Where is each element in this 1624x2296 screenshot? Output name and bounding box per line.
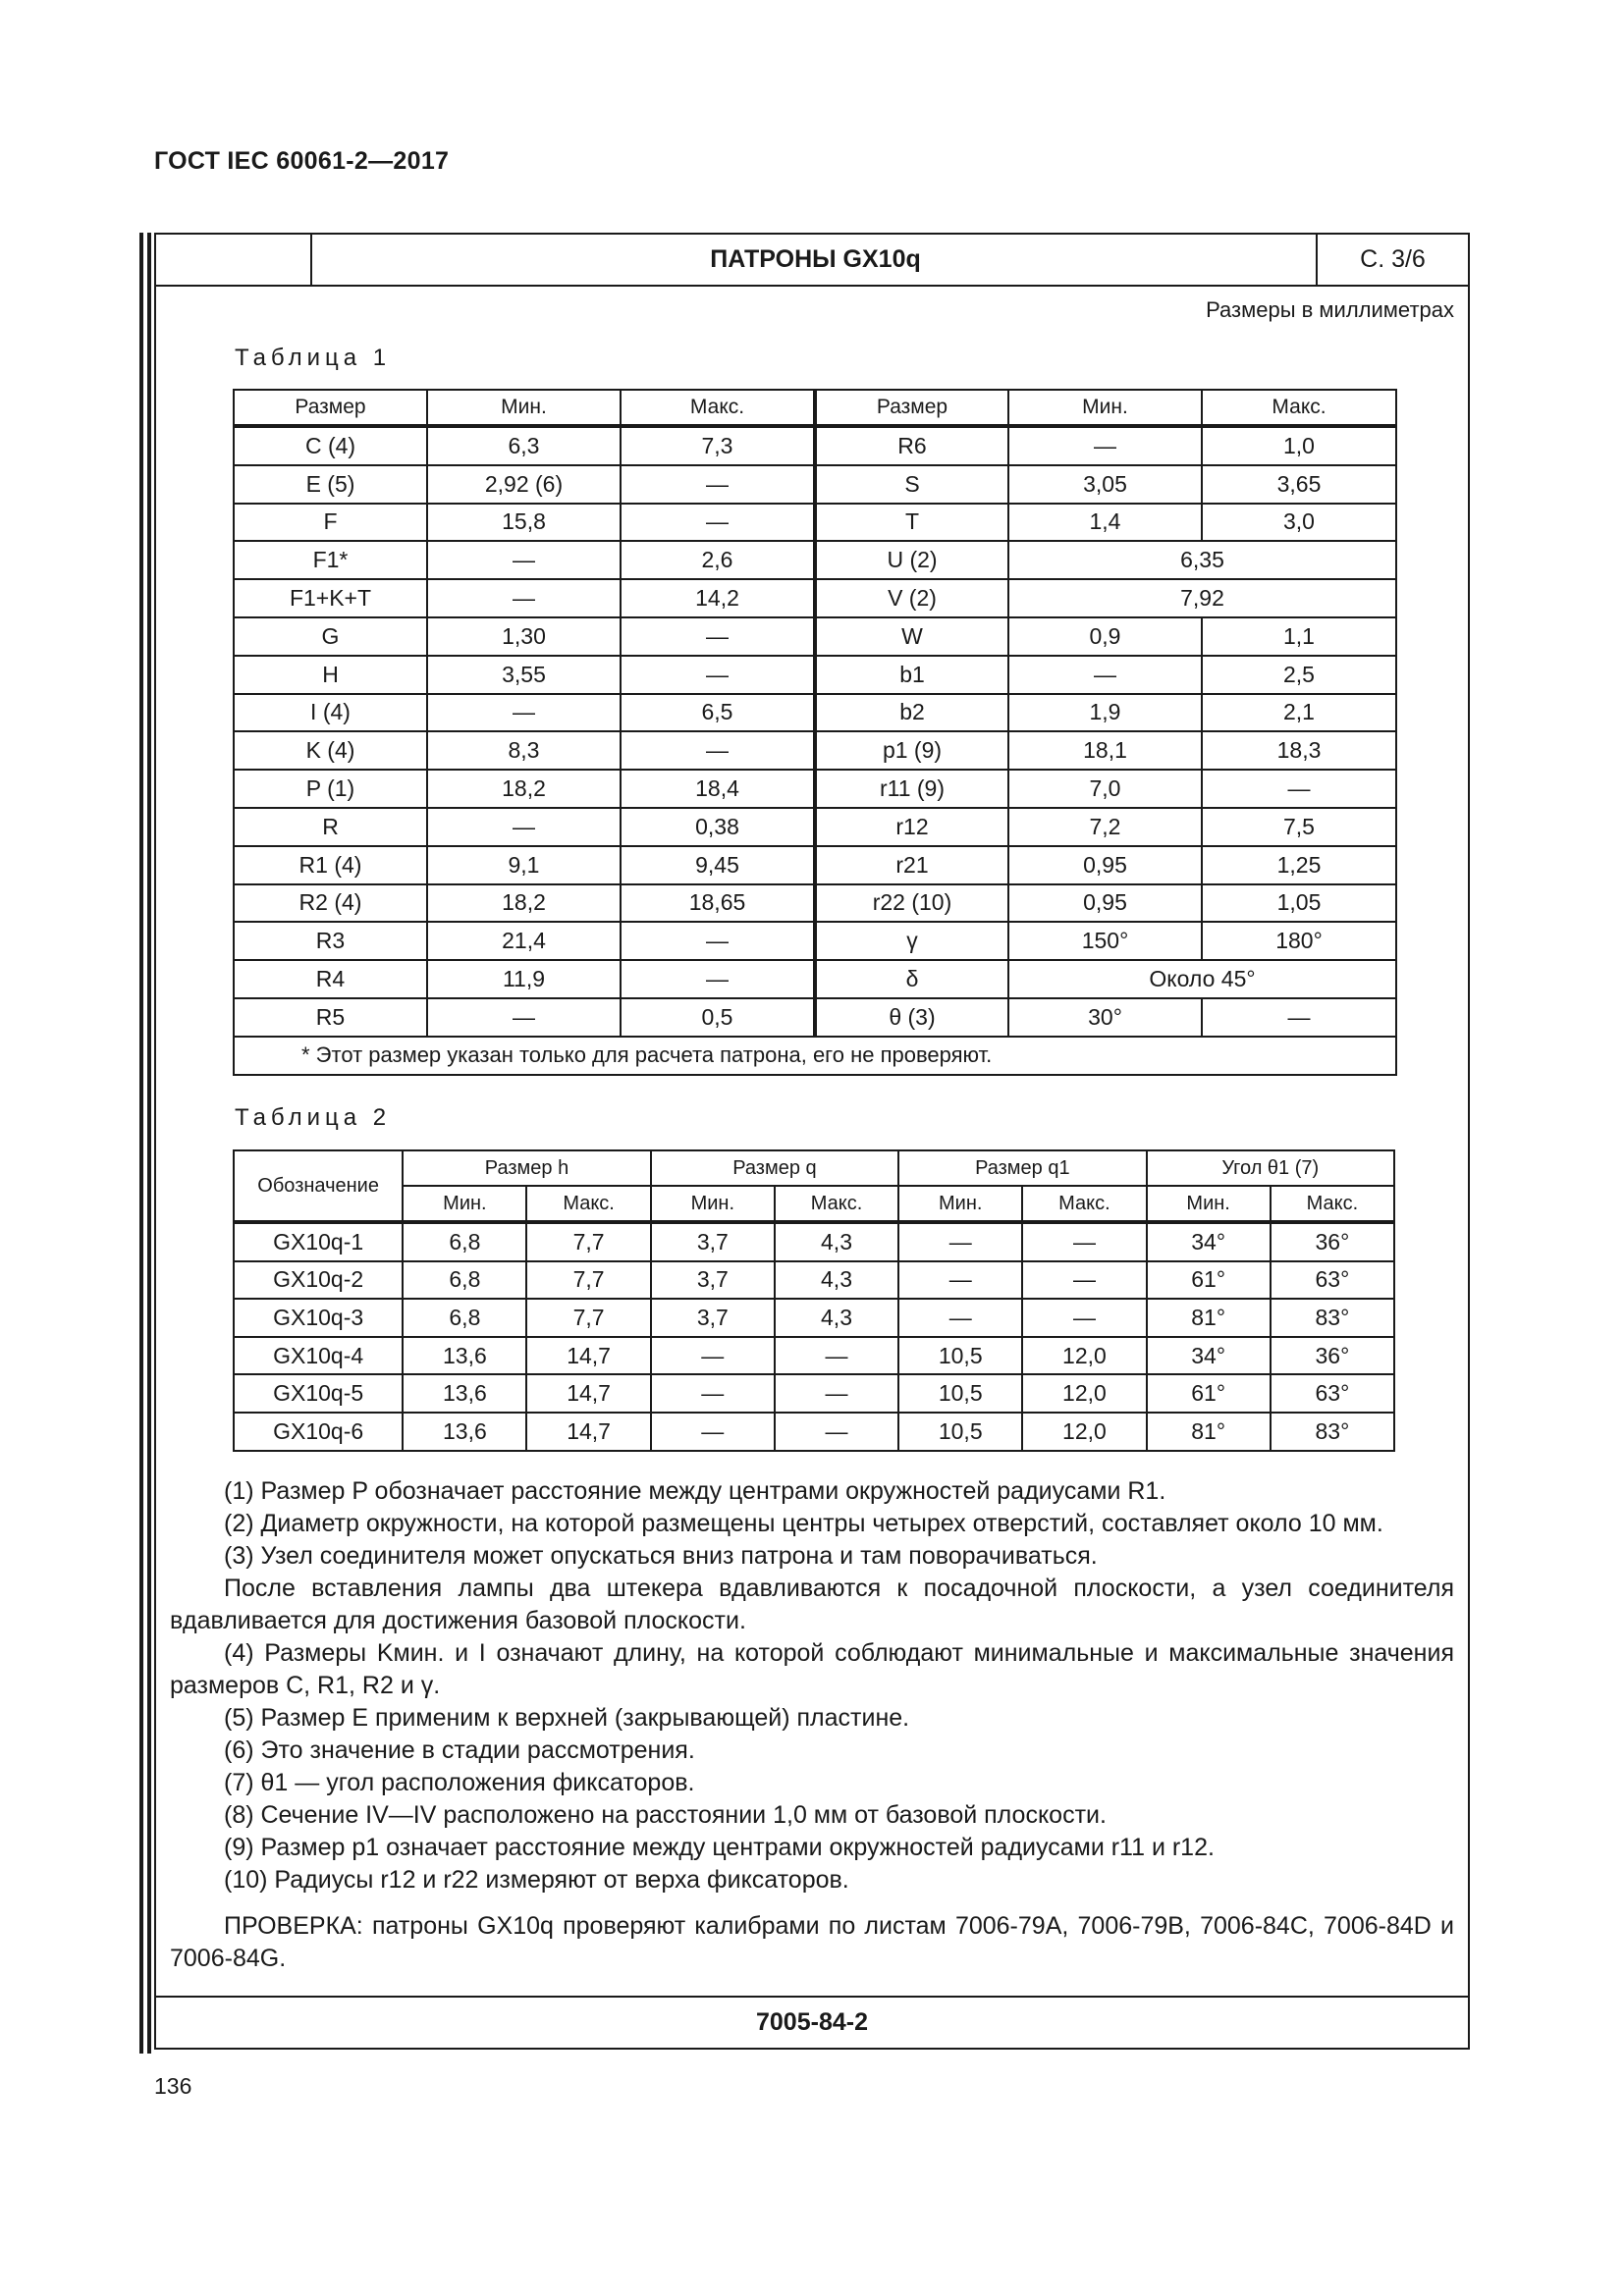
table2-row (234, 1222, 1394, 1261)
table1-row (234, 694, 1396, 732)
table-cell: V (2) (815, 579, 1008, 617)
table-cell: 6,8 (403, 1222, 526, 1261)
note-paragraph: (1) Размер P обозначает расстояние между центрами окружностей радиусами R1. (224, 1477, 1166, 1505)
table-cell: — (621, 465, 815, 504)
table2-subheader: Мин. (898, 1186, 1022, 1222)
table-cell: — (775, 1413, 898, 1451)
table-cell: 7,92 (1008, 579, 1396, 617)
table-cell: 18,65 (621, 884, 815, 923)
table-cell: R4 (234, 960, 427, 998)
table1-row (234, 656, 1396, 694)
table1-row (234, 808, 1396, 846)
table2-subheader: Макс. (1022, 1186, 1146, 1222)
table-cell: 3,7 (651, 1222, 775, 1261)
table-cell: 14,7 (526, 1413, 650, 1451)
table-cell: 4,3 (775, 1261, 898, 1300)
table-cell: 0,9 (1008, 617, 1202, 656)
note-paragraph: (7) θ1 — угол расположения фиксаторов. (224, 1769, 695, 1796)
table-cell: 13,6 (403, 1413, 526, 1451)
note-paragraph: (3) Узел соединителя может опускаться вниз патрона и там поворачиваться. (224, 1542, 1098, 1570)
table2-row (234, 1374, 1394, 1413)
table-cell: r21 (815, 846, 1008, 884)
table-cell: r12 (815, 808, 1008, 846)
table-cell: — (651, 1337, 775, 1375)
table-cell: F1* (234, 541, 427, 579)
table-cell: — (1202, 770, 1396, 808)
table-cell: 83° (1271, 1299, 1394, 1337)
table-cell: 63° (1271, 1261, 1394, 1300)
sheet-frame (154, 233, 1470, 2050)
table-cell: 10,5 (898, 1337, 1022, 1375)
table2-subheader: Макс. (775, 1186, 898, 1222)
table-cell: 63° (1271, 1374, 1394, 1413)
table-cell: 2,5 (1202, 656, 1396, 694)
table1-footnote-row (234, 1037, 1396, 1075)
table-cell: 7,5 (1202, 808, 1396, 846)
table-cell: b2 (815, 694, 1008, 732)
table-cell: 9,45 (621, 846, 815, 884)
table-cell: P (1) (234, 770, 427, 808)
table-cell: 3,7 (651, 1299, 775, 1337)
table-cell: 6,8 (403, 1299, 526, 1337)
table-cell: C (4) (234, 426, 427, 465)
table-cell: 3,55 (427, 656, 621, 694)
table1-row (234, 770, 1396, 808)
table-cell: — (898, 1222, 1022, 1261)
table-cell: E (5) (234, 465, 427, 504)
table-cell: GX10q-2 (234, 1261, 403, 1300)
table-cell: 1,0 (1202, 426, 1396, 465)
table-cell: 34° (1147, 1337, 1271, 1375)
table-cell: 3,0 (1202, 504, 1396, 542)
table1-header-cell: Мин. (1008, 390, 1202, 426)
note-paragraph: (10) Радиусы r12 и r22 измеряют от верха фиксаторов. (224, 1866, 849, 1894)
table-cell: 150° (1008, 922, 1202, 960)
table1-footnote: * Этот размер указан только для расчета патрона, его не проверяют. (234, 1037, 1396, 1075)
table2-group-header: Угол θ1 (7) (1147, 1150, 1394, 1186)
table2-designation-header: Обозначение (234, 1150, 403, 1222)
table-cell: — (1022, 1299, 1146, 1337)
table-cell: S (815, 465, 1008, 504)
table-cell: — (1008, 426, 1202, 465)
table-cell: 14,2 (621, 579, 815, 617)
sheet-title: ПАТРОНЫ GX10q (710, 245, 921, 273)
table-cell: 7,0 (1008, 770, 1202, 808)
table-cell: 7,3 (621, 426, 815, 465)
table-cell: 6,8 (403, 1261, 526, 1300)
table-cell: — (427, 694, 621, 732)
table-cell: 18,3 (1202, 731, 1396, 770)
table-cell: 4,3 (775, 1299, 898, 1337)
table-cell: F1+K+T (234, 579, 427, 617)
table-cell: 81° (1147, 1299, 1271, 1337)
note-paragraph: (4) Размеры Kмин. и I означают длину, на которой соблюдают минимальные и максимальные значения размеров C, R1, R2 и γ. (170, 1639, 1454, 1699)
table-cell: GX10q-5 (234, 1374, 403, 1413)
table-cell: 2,1 (1202, 694, 1396, 732)
table1-header-cell: Макс. (621, 390, 815, 426)
table-cell: 30° (1008, 998, 1202, 1037)
binding-line-inner (147, 233, 151, 2054)
table-cell: 6,3 (427, 426, 621, 465)
table2-subheader: Мин. (1147, 1186, 1271, 1222)
table2-subheader: Мин. (403, 1186, 526, 1222)
table2-subheader: Мин. (651, 1186, 775, 1222)
table1-row (234, 617, 1396, 656)
table1-header-cell: Мин. (427, 390, 621, 426)
note-paragraph: (8) Сечение IV—IV расположено на расстоянии 1,0 мм от базовой плоскости. (224, 1801, 1107, 1829)
table1-row (234, 504, 1396, 542)
table1-row (234, 846, 1396, 884)
units-note: Размеры в миллиметрах (1206, 297, 1454, 322)
table-cell: 18,2 (427, 770, 621, 808)
table-cell: 13,6 (403, 1337, 526, 1375)
table-cell: 0,5 (621, 998, 815, 1037)
note-paragraph: (9) Размер p1 означает расстояние между центрами окружностей радиусами r11 и r12. (224, 1834, 1215, 1861)
table-cell: 18,1 (1008, 731, 1202, 770)
notes-section (170, 1475, 1454, 1975)
table-cell: 8,3 (427, 731, 621, 770)
table-cell: 10,5 (898, 1413, 1022, 1451)
table1-row (234, 426, 1396, 465)
table-cell: 83° (1271, 1413, 1394, 1451)
table-cell: — (621, 960, 815, 998)
table-cell: — (427, 808, 621, 846)
table-cell: R5 (234, 998, 427, 1037)
title-block-empty-cell (156, 235, 312, 285)
table2-group-header-row (234, 1150, 1394, 1186)
table-cell: 0,95 (1008, 884, 1202, 923)
table-cell: 0,38 (621, 808, 815, 846)
table2-row (234, 1413, 1394, 1451)
table-cell: U (2) (815, 541, 1008, 579)
table2 (233, 1149, 1395, 1452)
table-cell: — (775, 1374, 898, 1413)
table-cell: 6,35 (1008, 541, 1396, 579)
table-cell: 11,9 (427, 960, 621, 998)
table1-row (234, 922, 1396, 960)
table-cell: r11 (9) (815, 770, 1008, 808)
table2-group-header: Размер q1 (898, 1150, 1146, 1186)
table-cell: — (427, 579, 621, 617)
table-cell: 12,0 (1022, 1337, 1146, 1375)
table1 (233, 389, 1397, 1076)
table-cell: θ (3) (815, 998, 1008, 1037)
table-cell: 13,6 (403, 1374, 526, 1413)
table-cell: γ (815, 922, 1008, 960)
table1-header-cell: Макс. (1202, 390, 1396, 426)
table-cell: — (1202, 998, 1396, 1037)
table-cell: R3 (234, 922, 427, 960)
table-cell: 4,3 (775, 1222, 898, 1261)
table-cell: — (621, 617, 815, 656)
table-cell: — (427, 541, 621, 579)
table-cell: 12,0 (1022, 1413, 1146, 1451)
document-header: ГОСТ IEC 60061-2—2017 (154, 147, 450, 175)
table-cell: — (898, 1261, 1022, 1300)
table-cell: — (621, 922, 815, 960)
sheet-title-block (156, 235, 1468, 287)
table-cell: 10,5 (898, 1374, 1022, 1413)
table-cell: 34° (1147, 1222, 1271, 1261)
table-cell: 2,92 (6) (427, 465, 621, 504)
table1-row (234, 960, 1396, 998)
table-cell: R6 (815, 426, 1008, 465)
table2-subheader-row (234, 1186, 1394, 1222)
table-cell: G (234, 617, 427, 656)
table-cell: 14,7 (526, 1374, 650, 1413)
table2-row (234, 1337, 1394, 1375)
table-cell: 7,7 (526, 1261, 650, 1300)
table-cell: 15,8 (427, 504, 621, 542)
table-cell: — (1008, 656, 1202, 694)
sheet-page-ref: С. 3/6 (1316, 235, 1468, 285)
table-cell: — (621, 656, 815, 694)
table-cell: — (1022, 1261, 1146, 1300)
table-cell: δ (815, 960, 1008, 998)
note-paragraph: (2) Диаметр окружности, на которой размещены центры четырех отверстий, составляет около 10 мм. (224, 1510, 1383, 1537)
table-cell: 61° (1147, 1374, 1271, 1413)
table-cell: H (234, 656, 427, 694)
table2-group-header: Размер q (651, 1150, 898, 1186)
table-cell: 81° (1147, 1413, 1271, 1451)
table-cell: — (898, 1299, 1022, 1337)
table-cell: K (4) (234, 731, 427, 770)
table-cell: — (621, 731, 815, 770)
table-cell: 7,7 (526, 1299, 650, 1337)
table-cell: 9,1 (427, 846, 621, 884)
table2-group-header: Размер h (403, 1150, 650, 1186)
table1-row (234, 541, 1396, 579)
table-cell: 14,7 (526, 1337, 650, 1375)
table1-header-cell: Размер (815, 390, 1008, 426)
table-cell: 3,7 (651, 1261, 775, 1300)
table-cell: 2,6 (621, 541, 815, 579)
table1-caption: Таблица 1 (235, 345, 392, 371)
table1-header-row (234, 390, 1396, 426)
table-cell: b1 (815, 656, 1008, 694)
table1-header-cell: Размер (234, 390, 427, 426)
table-cell: GX10q-1 (234, 1222, 403, 1261)
note-paragraph: После вставления лампы два штекера вдавливаются к посадочной плоскости, а узел соединителя вдавливается для достижения базовой плоскости. (170, 1575, 1454, 1634)
table-cell: 1,25 (1202, 846, 1396, 884)
table1-row (234, 884, 1396, 923)
table-cell: GX10q-3 (234, 1299, 403, 1337)
note-paragraph: (5) Размер E применим к верхней (закрывающей) пластине. (224, 1704, 910, 1732)
table-cell: — (427, 998, 621, 1037)
sheet-footer-code: 7005-84-2 (156, 1996, 1468, 2048)
table-cell: GX10q-4 (234, 1337, 403, 1375)
table-cell: R2 (4) (234, 884, 427, 923)
binding-line-outer (139, 233, 143, 2054)
table2-row (234, 1261, 1394, 1300)
table1-row (234, 579, 1396, 617)
table-cell: R1 (4) (234, 846, 427, 884)
table2-row (234, 1299, 1394, 1337)
table-cell: — (1022, 1222, 1146, 1261)
table-cell: 21,4 (427, 922, 621, 960)
table1-row (234, 731, 1396, 770)
table-cell: r22 (10) (815, 884, 1008, 923)
table-cell: R (234, 808, 427, 846)
table-cell: 36° (1271, 1337, 1394, 1375)
table2-caption: Таблица 2 (235, 1104, 392, 1131)
table-cell: 3,05 (1008, 465, 1202, 504)
table-cell: p1 (9) (815, 731, 1008, 770)
table-cell: 12,0 (1022, 1374, 1146, 1413)
table-cell: 18,4 (621, 770, 815, 808)
table-cell: 7,7 (526, 1222, 650, 1261)
table-cell: GX10q-6 (234, 1413, 403, 1451)
table-cell: T (815, 504, 1008, 542)
check-paragraph: ПРОВЕРКА: патроны GX10q проверяют калибрами по листам 7006-79A, 7006-79B, 7006-84C, 7006-84D и 7006-84G. (170, 1912, 1454, 1972)
table-cell: W (815, 617, 1008, 656)
note-paragraph: (6) Это значение в стадии рассмотрения. (224, 1736, 695, 1764)
table1-row (234, 465, 1396, 504)
table-cell: 7,2 (1008, 808, 1202, 846)
table-cell: I (4) (234, 694, 427, 732)
table-cell: 1,9 (1008, 694, 1202, 732)
table-cell: 1,05 (1202, 884, 1396, 923)
table-cell: 36° (1271, 1222, 1394, 1261)
table-cell: 3,65 (1202, 465, 1396, 504)
table1-row (234, 998, 1396, 1037)
table-cell: 0,95 (1008, 846, 1202, 884)
table-cell: 1,30 (427, 617, 621, 656)
table-cell: 61° (1147, 1261, 1271, 1300)
table-cell: — (651, 1374, 775, 1413)
table-cell: 1,1 (1202, 617, 1396, 656)
table-cell: 18,2 (427, 884, 621, 923)
table2-subheader: Макс. (526, 1186, 650, 1222)
table-cell: Около 45° (1008, 960, 1396, 998)
table-cell: — (621, 504, 815, 542)
table2-subheader: Макс. (1271, 1186, 1394, 1222)
table-cell: — (775, 1337, 898, 1375)
table-cell: — (651, 1413, 775, 1451)
table-cell: 1,4 (1008, 504, 1202, 542)
table-cell: F (234, 504, 427, 542)
table-cell: 180° (1202, 922, 1396, 960)
table-cell: 6,5 (621, 694, 815, 732)
page-number: 136 (154, 2073, 192, 2099)
